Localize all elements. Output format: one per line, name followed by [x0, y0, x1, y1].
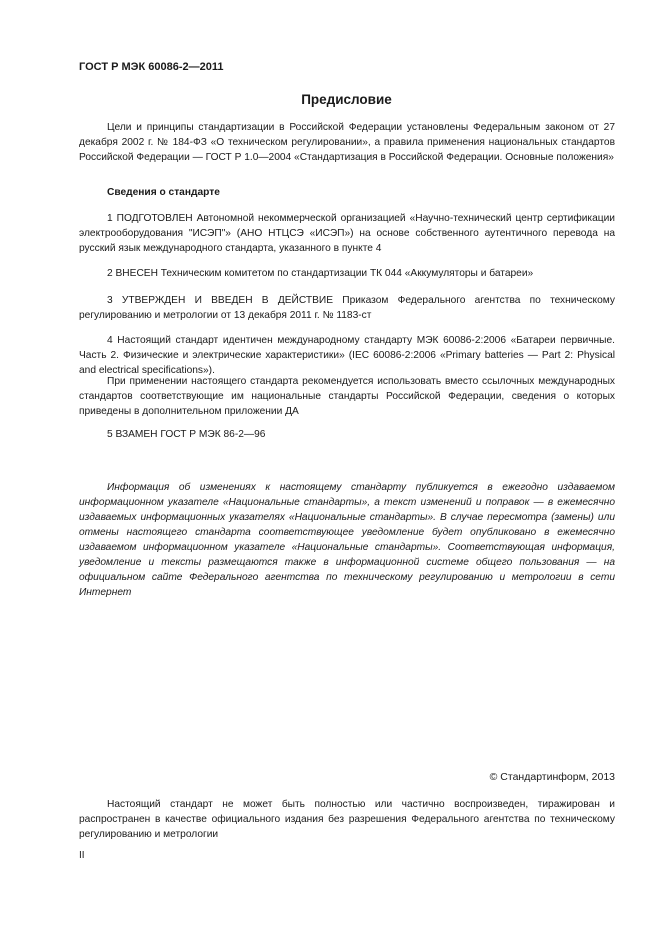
item-3: 3 УТВЕРЖДЕН И ВВЕДЕН В ДЕЙСТВИЕ Приказом Федерального агентства по техническому регулированию и метрологии от 13 декабря 2011 г. № 1183-ст [79, 295, 615, 321]
item-4: 4 Настоящий стандарт идентичен международному стандарту МЭК 60086-2:2006 «Батареи первичные. Часть 2. Физические и электрические характеристики» (IEC 60086-2:2006 «Primary batteries — Part 2: Physical and electrical specifications»). [79, 335, 615, 376]
item-1: 1 ПОДГОТОВЛЕН Автономной некоммерческой организацией «Научно-технический центр сертификации электрооборудования "ИСЭП"» (АНО НТЦСЭ «ИСЭП») на основе собственного аутентичного перевода на русский язык международного стандарта, указанного в пункте 4 [79, 213, 615, 254]
item-2: 2 ВНЕСЕН Техническим комитетом по стандартизации ТК 044 «Аккумуляторы и батареи» [107, 268, 534, 279]
preface-subtitle: Сведения о стандарте [107, 187, 220, 198]
document-code: ГОСТ Р МЭК 60086-2—2011 [79, 61, 224, 73]
page-number: II [79, 850, 85, 861]
changes-info: Информация об изменениях к настоящему стандарту публикуется в ежегодно издаваемом информационном указателе «Национальные стандарты», а текст изменений и поправок — в ежемесячно издаваемых информационных указателях «Национальные стандарты». В случае пересмотра (замены) или отмены настоящего стандарта соответствующее уведомление будет опубликовано в ежемесячно издаваемом информационном указателе «Национальные стандарты». Соответствующая информация, уведомление и тексты размещаются также в информационной системе общего пользования — на официальном сайте Федерального агентства по техническому регулированию и метрологии в сети Интернет [79, 482, 615, 598]
item-5: 5 ВЗАМЕН ГОСТ Р МЭК 86-2—96 [107, 429, 266, 440]
copyright: © Стандартинформ, 2013 [489, 771, 615, 783]
reproduction-notice: Настоящий стандарт не может быть полностью или частично воспроизведен, тиражирован и распространен в качестве официального издания без разрешения Федерального агентства по техническому регулированию и метрологии [79, 799, 615, 840]
preface-title: Предисловие [301, 92, 392, 107]
preface-intro: Цели и принципы стандартизации в Российской Федерации установлены Федеральным законом от 27 декабря 2002 г. № 184-ФЗ «О техническом регулировании», а правила применения национальных стандартов Российской Федерации — ГОСТ Р 1.0—2004 «Стандартизация в Российской Федерации. Основные положения» [79, 122, 615, 163]
item-4-note: При применении настоящего стандарта рекомендуется использовать вместо ссылочных международных стандартов соответствующие им национальные стандарты Российской Федерации, сведения о которых приведены в дополнительном приложении ДА [79, 376, 615, 417]
